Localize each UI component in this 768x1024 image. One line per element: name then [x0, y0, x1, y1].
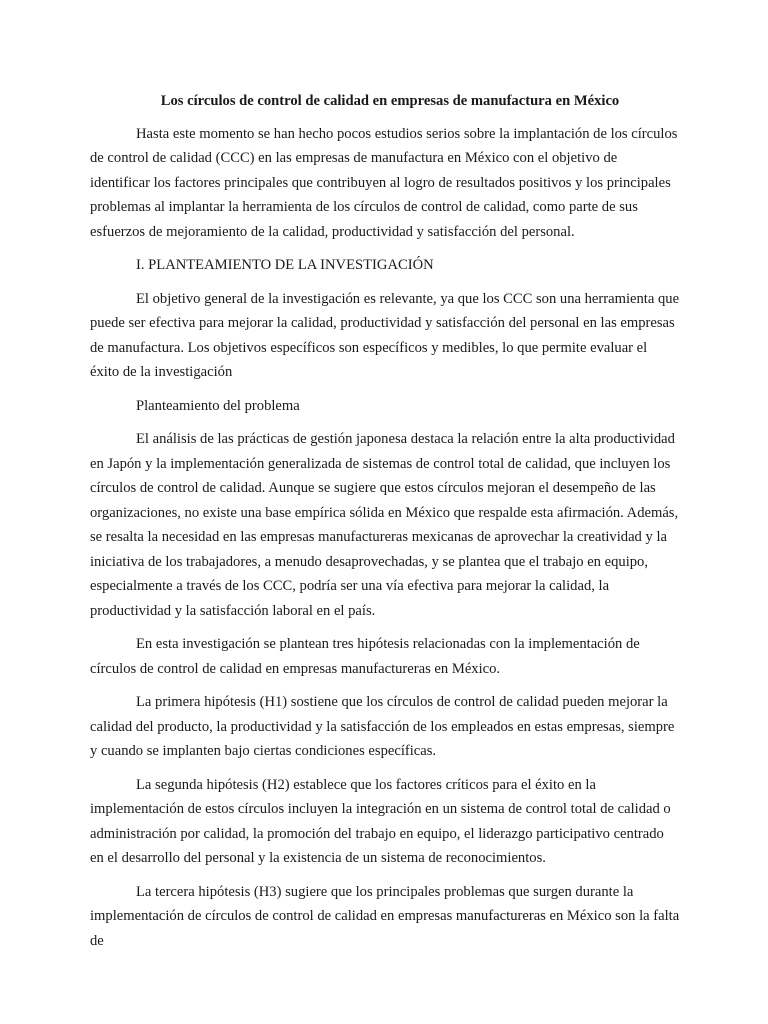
- problem-paragraph: El análisis de las prácticas de gestión japonesa destaca la relación entre la alta productividad en Japón y la implementación generalizada de sistemas de control total de calidad, que incluyen los círculos de control de calidad. Aunque se sugiere que estos círculos mejoran el desempeño de las organizaciones, no existe una base empírica sólida en México que respalde esta afirmación. Además, se resalta la necesidad en las empresas manufactureras mexicanas de aprovechar la creatividad y la iniciativa de los trabajadores, a menudo desaprovechadas, y se plantea que el trabajo en equipo, especialmente a través de los CCC, podría ser una vía efectiva para mejorar la calidad, la productividad y la satisfacción laboral en el país.: [90, 431, 679, 619]
- section-heading: I. PLANTEAMIENTO DE LA INVESTIGACIÓN: [136, 257, 434, 273]
- subheading-problem: Planteamiento del problema: [136, 397, 300, 414]
- hypothesis-3-paragraph: La tercera hipótesis (H3) sugiere que los principales problemas que surgen durante la implementación de círculos de control de calidad en empresas manufactureras en México son la falta de: [90, 883, 680, 949]
- intro-paragraph: Hasta este momento se han hecho pocos estudios serios sobre la implantación de los círculos de control de calidad (CCC) en las empresas de manufactura en México con el objetivo de identificar los factores principales que contribuyen al logro de resultados positivos y los principales problemas al implantar la herramienta de los círculos de control de calidad, como parte de sus esfuerzos de mejoramiento de la calidad, productividad y satisfacción del personal.: [90, 125, 678, 240]
- document-title: Los círculos de control de calidad en empresas de manufactura en México: [160, 93, 620, 109]
- objective-paragraph: El objetivo general de la investigación es relevante, ya que los CCC son una herramienta que puede ser efectiva para mejorar la calidad, productividad y satisfacción del personal en las empresas de manufactura. Los objetivos específicos son específicos y medibles, lo que permite evaluar el éxito de la investigación: [90, 290, 680, 380]
- hypotheses-intro-paragraph: En esta investigación se plantean tres hipótesis relacionadas con la implementación de círculos de control de calidad en empresas manufactureras en México.: [90, 636, 640, 677]
- hypothesis-2-paragraph: La segunda hipótesis (H2) establece que los factores críticos para el éxito en la implementación de estos círculos incluyen la integración en un sistema de control total de calidad o administración por calidad, la promoción del trabajo en equipo, el liderazgo participativo centrado en el desarrollo del personal y la existencia de un sistema de reconocimientos.: [90, 776, 671, 866]
- hypothesis-1-paragraph: La primera hipótesis (H1) sostiene que los círculos de control de calidad pueden mejorar la calidad del producto, la productividad y la satisfacción de los empleados en estas empresas, siempre y cuando se implanten bajo ciertas condiciones específicas.: [90, 694, 675, 759]
- document-body: [90, 89, 680, 962]
